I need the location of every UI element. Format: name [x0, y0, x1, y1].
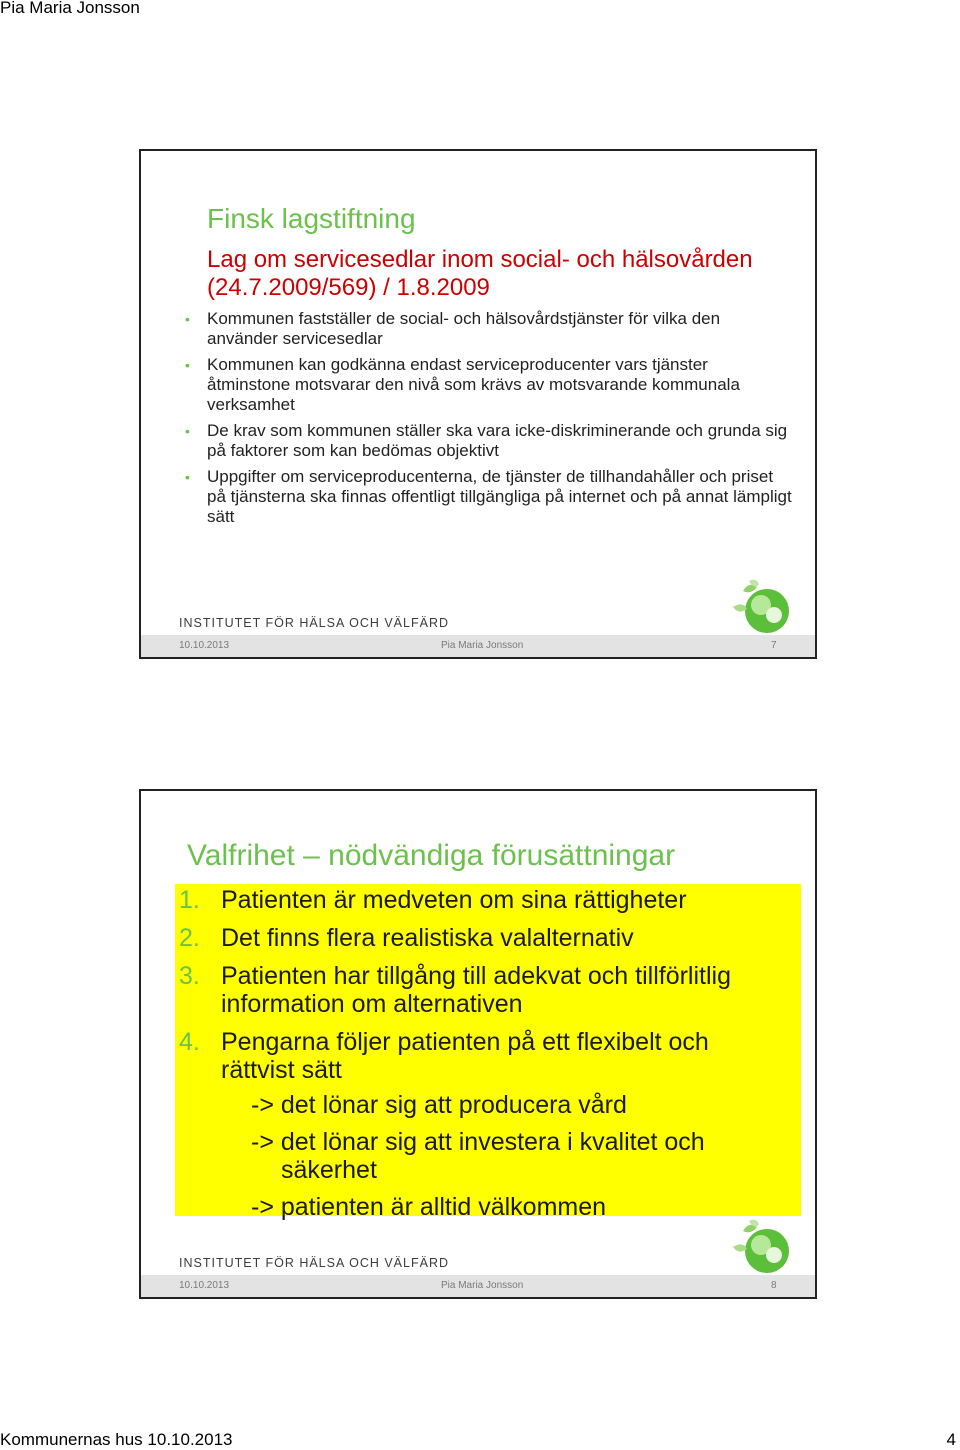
footer-date: 10.10.2013: [179, 1280, 230, 1291]
list-item: 2. Det finns flera realistiska valalternativ: [179, 924, 634, 952]
list-item: • Kommunen kan godkänna endast serviceproducenter vars tjänster åtminstone motsvarar den nivå som krävs av motsvarande kommunala verksamhet: [185, 355, 740, 414]
slide-footer: [141, 635, 815, 657]
sub-list: [251, 1091, 771, 1230]
list-item: -> patienten är alltid välkommen: [251, 1193, 607, 1221]
slide-8: [139, 789, 817, 1299]
list-item: • Kommunen fastställer de social- och hälsovårdstjänster för vilka den använder servicesedlar: [185, 309, 721, 348]
slide-7: [139, 149, 817, 659]
footer-date: 10.10.2013: [179, 640, 230, 651]
list-item: • Uppgifter om serviceproducenterna, de tjänster de tillhandahåller och priset på tjänsterna ska finnas offentligt tillgängliga på internet och på annat lämpligt sätt: [185, 467, 792, 526]
leaf-logo-icon: [729, 1211, 799, 1281]
footer-author: Pia Maria Jonsson: [441, 1280, 524, 1291]
page-footer: Kommunernas hus 10.10.2013: [0, 1430, 233, 1449]
bullet-list: [185, 309, 795, 533]
list-item: 1. Patienten är medveten om sina rättigheter: [179, 886, 687, 914]
page-header: Pia Maria Jonsson: [0, 0, 140, 17]
page-number: 4: [946, 1430, 956, 1449]
footer-author: Pia Maria Jonsson: [441, 640, 524, 651]
bullet-icon: •: [185, 311, 190, 327]
numbered-list: [179, 886, 789, 1094]
list-item: 4. Pengarna följer patienten på ett flexibelt och rättvist sätt: [179, 1028, 709, 1084]
list-item: -> det lönar sig att producera vård: [251, 1091, 627, 1119]
slide-subtitle: Lag om servicesedlar inom social- och hälsovården (24.7.2009/569) / 1.8.2009: [207, 246, 753, 301]
list-item: 3. Patienten har tillgång till adekvat och tillförlitlig information om alternativen: [179, 962, 731, 1018]
institute-name: INSTITUTET FÖR HÄLSA OCH VÄLFÄRD: [179, 1256, 450, 1270]
slide-title: Finsk lagstiftning: [207, 203, 416, 234]
slide-footer: [141, 1275, 815, 1297]
bullet-icon: •: [185, 357, 190, 373]
list-item: • De krav som kommunen ställer ska vara icke-diskriminerande och grunda sig på faktorer som kan bedömas objektivt: [185, 421, 788, 460]
slide-number: 7: [771, 640, 777, 651]
institute-name: INSTITUTET FÖR HÄLSA OCH VÄLFÄRD: [179, 616, 450, 630]
slide-number: 8: [771, 1280, 777, 1291]
slide-title: Valfrihet – nödvändiga förusättningar: [187, 839, 676, 872]
bullet-icon: •: [185, 423, 190, 439]
bullet-icon: •: [185, 469, 190, 485]
list-item: -> det lönar sig att investera i kvalitet och säkerhet: [251, 1128, 705, 1184]
leaf-logo-icon: [729, 571, 799, 641]
